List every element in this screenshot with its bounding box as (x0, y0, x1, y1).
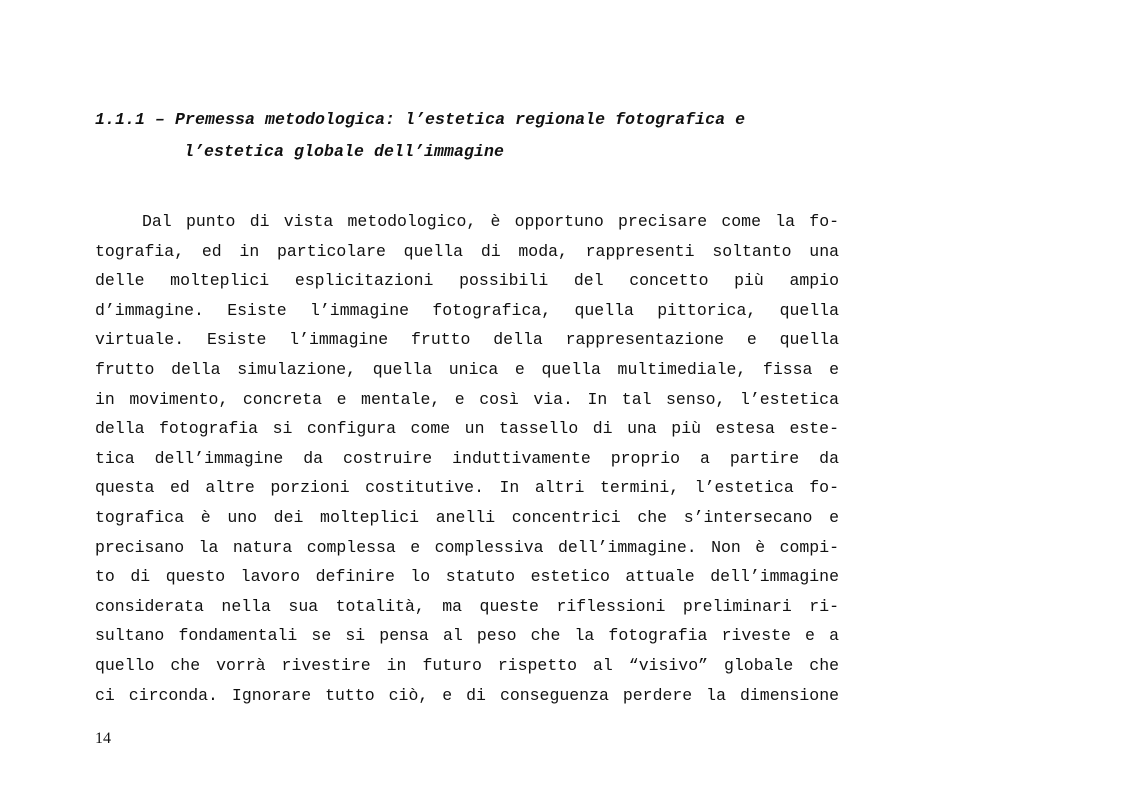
paragraph-line: tografica è uno dei molteplici anelli concentrici che s’intersecano e (95, 507, 839, 527)
paragraph-line: della fotografia si configura come un tassello di una più estesa este- (95, 419, 839, 439)
paragraph-line: d’immagine. Esiste l’immagine fotografica, quella pittorica, quella (95, 300, 839, 320)
section-heading-line-1: 1.1.1 – Premessa metodologica: l’estetica regionale fotografica e (95, 110, 746, 129)
paragraph-line: precisano la natura complessa e complessiva dell’immagine. Non è compi- (95, 537, 839, 557)
section-heading-line-2: l’estetica globale dell’immagine (184, 142, 505, 161)
paragraph-line: considerata nella sua totalità, ma queste riflessioni preliminari ri- (95, 596, 839, 616)
paragraph-line: questa ed altre porzioni costitutive. In altri termini, l’estetica fo- (95, 478, 839, 498)
body-paragraph (95, 207, 839, 710)
paragraph-line: delle molteplici esplicitazioni possibili del concetto più ampio (95, 271, 839, 291)
paragraph-line: tica dell’immagine da costruire induttivamente proprio a partire da (95, 448, 839, 468)
paragraph-line: in movimento, concreta e mentale, e così via. In tal senso, l’estetica (95, 389, 839, 409)
section-heading (95, 104, 895, 168)
paragraph-line: to di questo lavoro definire lo statuto estetico attuale dell’immagine (95, 567, 839, 587)
paragraph-line: virtuale. Esiste l’immagine frutto della rappresentazione e quella (95, 330, 839, 350)
paragraph-line: quello che vorrà rivestire in futuro rispetto al “visivo” globale che (95, 655, 839, 675)
paragraph-line: tografia, ed in particolare quella di moda, rappresenti soltanto una (95, 241, 839, 261)
paragraph-line: sultano fondamentali se si pensa al peso che la fotografia riveste e a (95, 626, 839, 646)
paragraph-line: frutto della simulazione, quella unica e quella multimediale, fissa e (95, 359, 839, 379)
paragraph-line: ci circonda. Ignorare tutto ciò, e di conseguenza perdere la dimensione (95, 685, 839, 705)
paragraph-line: Dal punto di vista metodologico, è opportuno precisare come la fo- (142, 212, 839, 231)
page-number: 14 (95, 730, 111, 747)
